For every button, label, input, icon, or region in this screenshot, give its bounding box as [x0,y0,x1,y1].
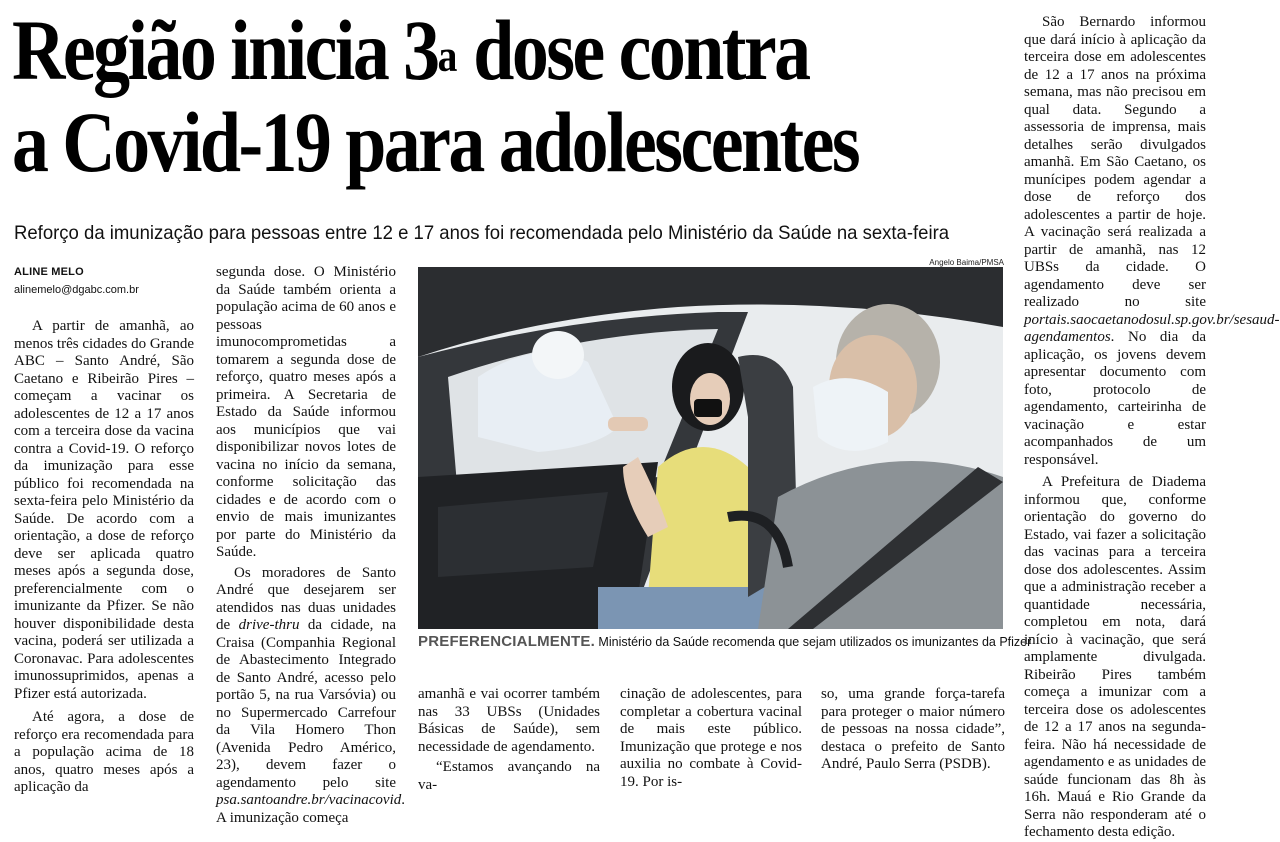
paragraph: so, uma grande força-tarefa para proteger o maior número de pessoas na nossa cidade”, destaca o prefeito de Santo André, Paulo Serra (PSDB). [821,686,1005,772]
photo-credit: Angelo Baima/PMSA [929,258,1004,267]
headline-line-1: Região inicia 3$^a$ dose contra [12,2,809,98]
article-column-6 [1024,14,1280,842]
paragraph: cinação de adolescentes, para completar a cobertura vacinal de mais este público. Imunização que protege e nos auxilia no combate à Covid-19. Por is- [620,686,802,790]
paragraph: “Estamos avançando na va- [418,759,600,793]
headline-line-2: a Covid-19 para adolescentes [12,94,859,190]
paragraph: Os moradores de Santo André que desejarem ser atendidos nas duas unidades de drive-thru da cidade, na Craisa (Companhia Regional de Abastecimento Integrado de Santo André, acesso pelo portão 5, na rua Varsóvia) ou no Supermercado Carrefour da Vila Homero Thon (Avenida Pedro Américo, 23), devem fazer o agendamento pelo site psa.santoandre.br/vacinacovid. A imunização começa [216,564,406,826]
subheadline: Reforço da imunização para pessoas entre 12 e 17 anos foi recomendada pelo Ministério da Saúde na sexta-feira [14,222,950,244]
article-column-1 [14,266,194,797]
article-column-3 [418,686,600,794]
car-vaccination-illustration [418,267,1003,629]
caption-text: Ministério da Saúde recomenda que sejam utilizados os imunizantes da Pfizer [594,635,1032,649]
news-photo [418,267,1003,629]
paragraph: amanhã e vai ocorrer também nas 33 UBSs (Unidades Básicas de Saúde), sem necessidade de agendamento. [418,686,600,755]
paragraph: A partir de amanhã, ao menos três cidades do Grande ABC – Santo André, São Caetano e Ribeirão Pires – começam a vacinar os adolescentes de 12 a 17 anos com a terceira dose da vacina contra a Covid-19. O reforço da imunização para esse público foi recomendada na sexta-feira pelo Ministério da Saúde. De acordo com a orientação, a dose de reforço deve ser aplicada quatro meses após a segunda dose, preferencialmente com o imunizante da Pfizer. Se não houver disponibilidade desta vacina, poderá ser utilizada a Coronavac. Para adolescentes imunossuprimidos, apenas a Pfizer está autorizada. [14,318,194,702]
caption-kicker: PREFERENCIALMENTE. [418,633,595,650]
paragraph: segunda dose. O Ministério da Saúde também orienta a população acima de 60 anos e pessoas imunocomprometidas a tomarem a segunda dose de reforço, quatro meses após a primeira. A Secretaria de Estado da Saúde informou aos municípios que vai disponibilizar novos lotes de vacina no início da semana, conforme solicitação das cidades e de acordo com o envio de mais imunizantes por parte do Ministério da Saúde. [216,264,396,560]
byline-email: alinemelo@dgabc.com.br [14,284,139,296]
byline-author: ALINE MELO [14,266,84,278]
paragraph: A Prefeitura de Diadema informou que, conforme orientação do governo do Estado, vai fazer a solicitação das vacinas para a terceira dose dos adolescentes. Assim que a administração receber a quantidade necessária, completou em nota, dará início à vacinação, que será amplamente divulgada. Ribeirão Pires também começa a imunizar com a terceira dose os adolescentes de 12 a 17 anos na segunda-feira. Não há necessidade de agendamento e as unidades de saúde funcionam das 8h às 16h. Mauá e Rio Grande da Serra não responderam até o fechamento desta edição. [1024,474,1206,840]
article-column-2 [216,264,406,827]
headline [12,4,872,188]
photo-caption [418,633,1032,650]
paragraph: Até agora, a dose de reforço era recomendada para a população acima de 18 anos, quatro meses após a aplicação da [14,709,194,795]
article-column-4 [620,686,802,791]
article-column-5 [821,686,1005,774]
paragraph: São Bernardo informou que dará início à aplicação da terceira dose em adolescentes de 12 a 17 anos na próxima semana, mas não precisou em qual data. Segundo a assessoria de imprensa, mais detalhes serão divulgados amanhã. Em São Caetano, os munícipes podem agendar a dose de reforço dos adolescentes a partir de hoje. A vacinação será realizada a partir de amanhã, nas 12 UBSs da cidade. O agendamento deve ser realizado no site portais.saocaetanodosul.sp.gov.br/sesaud-agendamentos. No dia da aplicação, os jovens devem apresentar documento com foto, protocolo de agendamento, carteirinha de vacinação e estar acompanhados de um responsável. [1024,14,1280,468]
